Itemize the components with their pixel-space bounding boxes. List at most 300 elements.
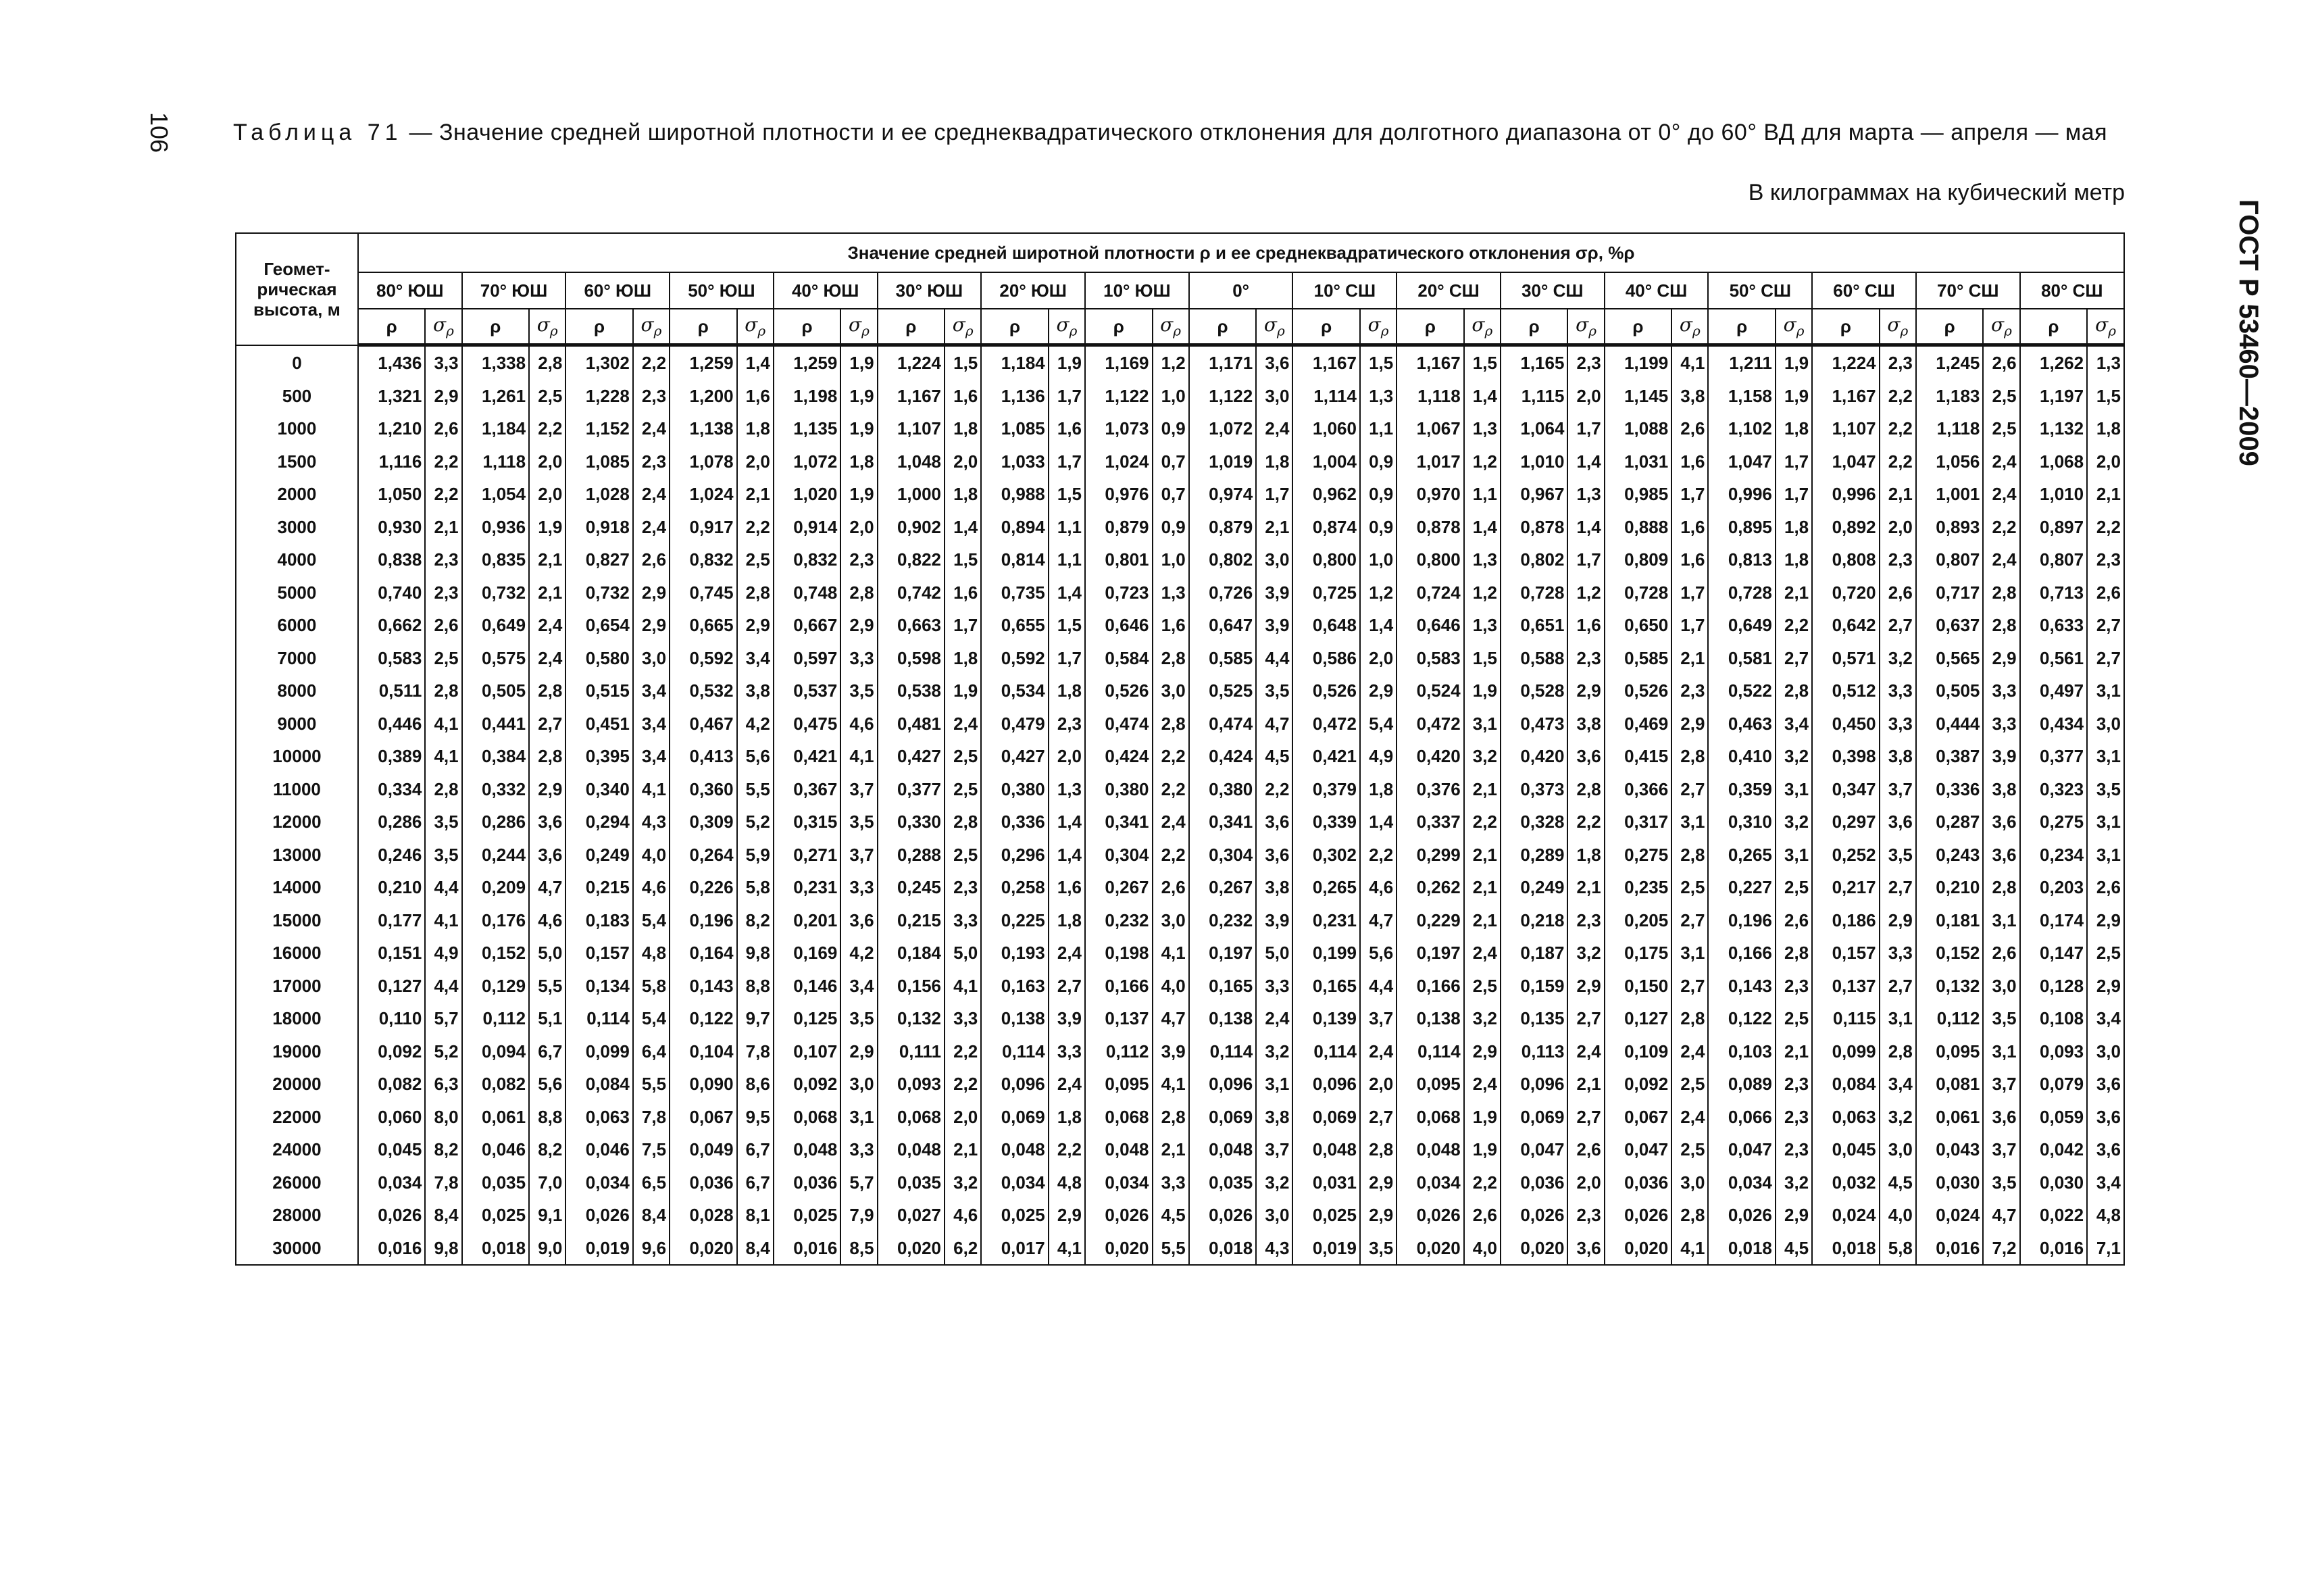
deviation-cell: 1,3 (1153, 576, 1189, 609)
deviation-cell: 2,2 (1983, 511, 2019, 544)
deviation-cell: 3,0 (633, 642, 670, 675)
deviation-cell: 2,1 (1464, 871, 1501, 904)
density-cell: 1,152 (565, 412, 632, 445)
deviation-cell: 5,7 (425, 1002, 461, 1035)
deviation-cell: 3,6 (1983, 805, 2019, 839)
deviation-cell: 2,0 (1049, 740, 1085, 773)
density-cell: 0,093 (2020, 1035, 2087, 1068)
altitude-header: Геомет-рическая высота, м (236, 233, 358, 345)
latitude-header: 30° ЮШ (878, 272, 982, 309)
density-cell: 0,047 (1605, 1133, 1671, 1166)
deviation-cell: 3,3 (1880, 707, 1916, 741)
deviation-cell: 5,2 (737, 805, 774, 839)
deviation-cell: 2,5 (1776, 871, 1812, 904)
table-row (236, 1232, 2124, 1266)
density-cell: 0,522 (1708, 674, 1775, 707)
deviation-cell: 2,2 (945, 1068, 981, 1101)
sigma-symbol: σ (1576, 313, 1589, 336)
density-cell: 0,165 (1189, 970, 1256, 1003)
density-cell: 0,235 (1605, 871, 1671, 904)
deviation-cell: 2,7 (2087, 609, 2124, 642)
altitude-cell: 1000 (236, 412, 358, 445)
density-cell: 0,063 (565, 1101, 632, 1134)
density-cell: 0,137 (1812, 970, 1879, 1003)
density-cell: 0,249 (1501, 871, 1567, 904)
density-cell: 0,096 (1292, 1068, 1359, 1101)
deviation-cell: 1,1 (1464, 478, 1501, 511)
density-cell: 0,473 (1501, 707, 1567, 741)
density-cell: 0,317 (1605, 805, 1671, 839)
deviation-cell: 2,9 (1983, 642, 2019, 675)
altitude-cell: 30000 (236, 1232, 358, 1266)
density-cell: 0,218 (1501, 904, 1567, 937)
density-cell: 0,265 (1292, 871, 1359, 904)
deviation-cell: 3,4 (1776, 707, 1812, 741)
density-cell: 0,892 (1812, 511, 1879, 544)
sigma-header (1776, 309, 1812, 345)
deviation-cell: 1,5 (1464, 642, 1501, 675)
density-cell: 0,267 (1085, 871, 1152, 904)
deviation-cell: 5,6 (529, 1068, 565, 1101)
deviation-cell: 4,0 (633, 839, 670, 872)
deviation-cell: 3,2 (1567, 937, 1604, 970)
deviation-cell: 3,9 (1049, 1002, 1085, 1035)
deviation-cell: 2,7 (1567, 1101, 1604, 1134)
density-cell: 0,532 (670, 674, 736, 707)
density-cell: 0,048 (1189, 1133, 1256, 1166)
deviation-cell: 1,5 (1464, 345, 1501, 380)
deviation-cell: 2,9 (633, 576, 670, 609)
deviation-cell: 2,3 (1880, 345, 1916, 380)
deviation-cell: 4,1 (1671, 1232, 1708, 1266)
deviation-cell: 5,5 (529, 970, 565, 1003)
deviation-cell: 9,6 (633, 1232, 670, 1266)
density-cell: 1,321 (358, 380, 425, 413)
density-cell: 0,135 (1501, 1002, 1567, 1035)
rho-header: ρ (878, 309, 945, 345)
deviation-cell: 3,2 (945, 1166, 981, 1199)
sigma-subscript: ρ (446, 322, 454, 339)
deviation-cell: 1,5 (1049, 609, 1085, 642)
altitude-cell: 16000 (236, 937, 358, 970)
density-cell: 0,667 (774, 609, 840, 642)
deviation-cell: 2,5 (425, 642, 461, 675)
deviation-cell: 3,6 (1567, 740, 1604, 773)
deviation-cell: 2,9 (1567, 970, 1604, 1003)
rho-header: ρ (1085, 309, 1152, 345)
density-cell: 0,252 (1812, 839, 1879, 872)
deviation-cell: 3,6 (1567, 1232, 1604, 1266)
density-cell: 0,020 (1085, 1232, 1152, 1266)
density-cell: 1,259 (670, 345, 736, 380)
deviation-cell: 2,3 (1567, 904, 1604, 937)
deviation-cell: 4,5 (1153, 1199, 1189, 1232)
table-row (236, 543, 2124, 576)
density-cell: 0,474 (1085, 707, 1152, 741)
deviation-cell: 2,7 (2087, 642, 2124, 675)
deviation-cell: 2,9 (1567, 674, 1604, 707)
deviation-cell: 1,4 (1567, 511, 1604, 544)
table-caption (233, 118, 2123, 147)
deviation-cell: 2,2 (1256, 773, 1292, 806)
density-cell: 0,286 (358, 805, 425, 839)
deviation-cell: 0,7 (1153, 478, 1189, 511)
table-row (236, 740, 2124, 773)
deviation-cell: 3,4 (1880, 1068, 1916, 1101)
density-cell: 0,328 (1501, 805, 1567, 839)
table-row (236, 1101, 2124, 1134)
density-cell: 0,114 (1397, 1035, 1463, 1068)
sigma-symbol: σ (952, 313, 965, 336)
density-cell: 0,879 (1189, 511, 1256, 544)
deviation-cell: 8,8 (737, 970, 774, 1003)
density-cell: 0,089 (1708, 1068, 1775, 1101)
deviation-cell: 3,8 (1567, 707, 1604, 741)
deviation-cell: 7,8 (425, 1166, 461, 1199)
deviation-cell: 2,4 (1049, 1068, 1085, 1101)
deviation-cell: 1,7 (1567, 543, 1604, 576)
deviation-cell: 2,3 (425, 543, 461, 576)
deviation-cell: 2,2 (945, 1035, 981, 1068)
rho-header: ρ (670, 309, 736, 345)
density-cell: 0,474 (1189, 707, 1256, 741)
density-cell: 0,031 (1292, 1166, 1359, 1199)
deviation-cell: 5,8 (1880, 1232, 1916, 1266)
latitude-header: 30° СШ (1501, 272, 1605, 309)
deviation-cell: 2,6 (2087, 871, 2124, 904)
deviation-cell: 2,6 (425, 609, 461, 642)
density-cell: 0,296 (981, 839, 1048, 872)
density-cell: 0,340 (565, 773, 632, 806)
deviation-cell: 3,5 (425, 839, 461, 872)
deviation-cell: 3,6 (1256, 839, 1292, 872)
density-cell: 0,528 (1501, 674, 1567, 707)
density-cell: 0,018 (462, 1232, 529, 1266)
deviation-cell: 3,0 (1153, 904, 1189, 937)
deviation-cell: 8,2 (737, 904, 774, 937)
density-cell: 0,359 (1708, 773, 1775, 806)
density-cell: 0,434 (2020, 707, 2087, 741)
deviation-cell: 3,1 (840, 1101, 877, 1134)
deviation-cell: 3,5 (840, 805, 877, 839)
density-cell: 0,061 (462, 1101, 529, 1134)
sigma-symbol: σ (1783, 313, 1796, 336)
deviation-cell: 2,9 (633, 609, 670, 642)
density-cell: 0,092 (774, 1068, 840, 1101)
altitude-cell: 1500 (236, 445, 358, 478)
deviation-cell: 2,5 (1983, 380, 2019, 413)
deviation-cell: 9,1 (529, 1199, 565, 1232)
density-cell: 0,109 (1605, 1035, 1671, 1068)
density-cell: 0,967 (1501, 478, 1567, 511)
density-cell: 0,341 (1189, 805, 1256, 839)
deviation-cell: 5,0 (945, 937, 981, 970)
deviation-cell: 5,6 (1360, 937, 1397, 970)
deviation-cell: 3,0 (840, 1068, 877, 1101)
density-cell: 0,110 (358, 1002, 425, 1035)
density-cell: 0,299 (1397, 839, 1463, 872)
density-cell: 0,366 (1605, 773, 1671, 806)
density-cell: 0,229 (1397, 904, 1463, 937)
deviation-cell: 2,5 (1671, 1068, 1708, 1101)
deviation-cell: 2,4 (1671, 1101, 1708, 1134)
density-cell: 1,224 (1812, 345, 1879, 380)
density-cell: 0,713 (2020, 576, 2087, 609)
density-cell: 0,114 (981, 1035, 1048, 1068)
density-cell: 0,025 (1292, 1199, 1359, 1232)
rho-header: ρ (1812, 309, 1879, 345)
sigma-subscript: ρ (1069, 322, 1078, 339)
deviation-cell: 5,1 (529, 1002, 565, 1035)
deviation-cell: 2,8 (529, 674, 565, 707)
deviation-cell: 7,8 (737, 1035, 774, 1068)
deviation-cell: 3,1 (2087, 740, 2124, 773)
density-cell: 0,068 (878, 1101, 945, 1134)
deviation-cell: 2,4 (1464, 937, 1501, 970)
density-cell: 0,092 (1605, 1068, 1671, 1101)
sigma-header (1983, 309, 2019, 345)
deviation-cell: 3,1 (1256, 1068, 1292, 1101)
density-cell: 1,024 (670, 478, 736, 511)
deviation-cell: 2,3 (1567, 642, 1604, 675)
density-cell: 1,245 (1916, 345, 1983, 380)
deviation-cell: 2,3 (1671, 674, 1708, 707)
deviation-cell: 3,2 (1776, 1166, 1812, 1199)
deviation-cell: 1,2 (1464, 445, 1501, 478)
density-cell: 0,723 (1085, 576, 1152, 609)
density-cell: 0,217 (1812, 871, 1879, 904)
deviation-cell: 2,3 (2087, 543, 2124, 576)
density-cell: 0,060 (358, 1101, 425, 1134)
density-cell: 0,159 (1501, 970, 1567, 1003)
table-row (236, 1199, 2124, 1232)
deviation-cell: 1,3 (1464, 609, 1501, 642)
deviation-cell: 3,6 (1983, 839, 2019, 872)
deviation-cell: 8,2 (425, 1133, 461, 1166)
deviation-cell: 2,4 (1153, 805, 1189, 839)
deviation-cell: 1,7 (1671, 576, 1708, 609)
deviation-cell: 1,8 (1776, 543, 1812, 576)
deviation-cell: 1,3 (1464, 543, 1501, 576)
deviation-cell: 3,6 (1256, 805, 1292, 839)
deviation-cell: 2,7 (1671, 970, 1708, 1003)
deviation-cell: 4,1 (945, 970, 981, 1003)
deviation-cell: 2,2 (2087, 511, 2124, 544)
density-cell: 0,231 (1292, 904, 1359, 937)
density-cell: 1,031 (1605, 445, 1671, 478)
deviation-cell: 2,8 (1983, 576, 2019, 609)
deviation-cell: 2,8 (1983, 871, 2019, 904)
deviation-cell: 3,0 (1256, 380, 1292, 413)
deviation-cell: 2,3 (945, 871, 981, 904)
density-cell: 1,167 (1397, 345, 1463, 380)
density-cell: 0,974 (1189, 478, 1256, 511)
deviation-cell: 2,1 (1153, 1133, 1189, 1166)
density-cell: 0,655 (981, 609, 1048, 642)
deviation-cell: 4,1 (1153, 937, 1189, 970)
deviation-cell: 0,9 (1360, 445, 1397, 478)
density-cell: 0,225 (981, 904, 1048, 937)
density-cell: 0,069 (1501, 1101, 1567, 1134)
sigma-header (1464, 309, 1501, 345)
density-cell: 0,463 (1708, 707, 1775, 741)
deviation-cell: 1,4 (737, 345, 774, 380)
density-cell: 0,030 (2020, 1166, 2087, 1199)
deviation-cell: 2,4 (529, 609, 565, 642)
density-cell: 0,138 (1189, 1002, 1256, 1035)
density-cell: 0,970 (1397, 478, 1463, 511)
density-cell: 0,026 (1708, 1199, 1775, 1232)
density-cell: 0,048 (1292, 1133, 1359, 1166)
density-cell: 0,832 (670, 543, 736, 576)
standard-code: ГОСТ Р 53460—2009 (2233, 199, 2263, 466)
rho-header: ρ (1292, 309, 1359, 345)
deviation-cell: 9,7 (737, 1002, 774, 1035)
deviation-cell: 5,4 (1360, 707, 1397, 741)
density-cell: 0,156 (878, 970, 945, 1003)
density-cell: 0,019 (1292, 1232, 1359, 1266)
deviation-cell: 2,6 (1776, 904, 1812, 937)
sigma-subscript: ρ (2108, 322, 2116, 339)
density-cell: 0,026 (1605, 1199, 1671, 1232)
density-cell: 1,145 (1605, 380, 1671, 413)
deviation-cell: 1,2 (1464, 576, 1501, 609)
deviation-cell: 2,0 (1360, 1068, 1397, 1101)
density-cell: 1,067 (1397, 412, 1463, 445)
deviation-cell: 6,4 (633, 1035, 670, 1068)
density-cell: 0,134 (565, 970, 632, 1003)
density-cell: 0,262 (1397, 871, 1463, 904)
density-cell: 0,662 (358, 609, 425, 642)
density-cell: 0,332 (462, 773, 529, 806)
table-row (236, 1133, 2124, 1166)
sigma-subscript: ρ (1796, 322, 1805, 339)
altitude-cell: 22000 (236, 1101, 358, 1134)
density-cell: 0,046 (565, 1133, 632, 1166)
deviation-cell: 3,7 (1880, 773, 1916, 806)
deviation-cell: 3,0 (1983, 970, 2019, 1003)
deviation-cell: 1,9 (945, 674, 981, 707)
deviation-cell: 8,5 (840, 1232, 877, 1266)
density-cell: 0,835 (462, 543, 529, 576)
density-cell: 0,271 (774, 839, 840, 872)
density-cell: 0,157 (565, 937, 632, 970)
density-cell: 0,184 (878, 937, 945, 970)
density-cell: 0,377 (878, 773, 945, 806)
density-cell: 0,099 (565, 1035, 632, 1068)
table-row (236, 412, 2124, 445)
latitude-header: 70° ЮШ (462, 272, 566, 309)
sigma-header (1153, 309, 1189, 345)
deviation-cell: 7,5 (633, 1133, 670, 1166)
deviation-cell: 2,0 (529, 445, 565, 478)
deviation-cell: 4,6 (945, 1199, 981, 1232)
density-cell: 0,035 (462, 1166, 529, 1199)
deviation-cell: 2,9 (1776, 1199, 1812, 1232)
deviation-cell: 2,5 (1983, 412, 2019, 445)
latitude-header: 40° ЮШ (774, 272, 878, 309)
density-cell: 0,026 (565, 1199, 632, 1232)
deviation-cell: 1,2 (1567, 576, 1604, 609)
density-cell: 0,802 (1501, 543, 1567, 576)
sigma-header (633, 309, 670, 345)
density-cell: 0,103 (1708, 1035, 1775, 1068)
deviation-cell: 1,9 (840, 380, 877, 413)
deviation-cell: 1,9 (840, 345, 877, 380)
deviation-cell: 6,7 (737, 1166, 774, 1199)
table-row (236, 773, 2124, 806)
deviation-cell: 3,9 (1256, 609, 1292, 642)
altitude-cell: 13000 (236, 839, 358, 872)
density-cell: 0,026 (1397, 1199, 1463, 1232)
density-cell: 0,561 (2020, 642, 2087, 675)
density-cell: 0,538 (878, 674, 945, 707)
density-cell: 1,138 (670, 412, 736, 445)
density-cell: 0,597 (774, 642, 840, 675)
deviation-cell: 2,8 (1567, 773, 1604, 806)
deviation-cell: 3,0 (1880, 1133, 1916, 1166)
table-row (236, 674, 2124, 707)
deviation-cell: 3,4 (633, 740, 670, 773)
density-cell: 1,107 (878, 412, 945, 445)
density-cell: 0,115 (1812, 1002, 1879, 1035)
density-cell: 0,166 (1708, 937, 1775, 970)
density-cell: 0,526 (1292, 674, 1359, 707)
deviation-cell: 5,4 (633, 1002, 670, 1035)
deviation-cell: 1,5 (2087, 380, 2124, 413)
density-cell: 0,879 (1085, 511, 1152, 544)
density-cell: 0,138 (1397, 1002, 1463, 1035)
density-cell: 0,917 (670, 511, 736, 544)
density-cell: 1,102 (1708, 412, 1775, 445)
deviation-cell: 1,8 (737, 412, 774, 445)
table-row (236, 576, 2124, 609)
deviation-cell: 3,1 (1464, 707, 1501, 741)
density-cell: 0,166 (1085, 970, 1152, 1003)
density-cell: 0,323 (2020, 773, 2087, 806)
density-cell: 0,505 (1916, 674, 1983, 707)
density-cell: 0,061 (1916, 1101, 1983, 1134)
deviation-cell: 2,9 (425, 380, 461, 413)
sigma-symbol: σ (1679, 313, 1692, 336)
density-cell: 0,288 (878, 839, 945, 872)
deviation-cell: 1,7 (1049, 380, 1085, 413)
density-cell: 1,338 (462, 345, 529, 380)
density-cell: 0,287 (1916, 805, 1983, 839)
density-cell: 0,042 (2020, 1133, 2087, 1166)
sigma-subscript: ρ (757, 322, 766, 339)
density-cell: 0,143 (670, 970, 736, 1003)
deviation-cell: 2,3 (633, 445, 670, 478)
table-row (236, 839, 2124, 872)
density-cell: 0,016 (1916, 1232, 1983, 1266)
deviation-cell: 1,6 (1153, 609, 1189, 642)
density-cell: 0,297 (1812, 805, 1879, 839)
density-cell: 0,112 (462, 1002, 529, 1035)
table-row (236, 1068, 2124, 1101)
density-cell: 0,380 (1085, 773, 1152, 806)
deviation-cell: 8,2 (529, 1133, 565, 1166)
density-cell: 0,537 (774, 674, 840, 707)
deviation-cell: 3,0 (2087, 1035, 2124, 1068)
density-cell: 0,380 (1189, 773, 1256, 806)
density-cell: 0,524 (1397, 674, 1463, 707)
deviation-cell: 4,6 (840, 707, 877, 741)
deviation-cell: 2,2 (1776, 609, 1812, 642)
deviation-cell: 2,5 (945, 839, 981, 872)
deviation-cell: 5,5 (633, 1068, 670, 1101)
density-cell: 0,642 (1812, 609, 1879, 642)
